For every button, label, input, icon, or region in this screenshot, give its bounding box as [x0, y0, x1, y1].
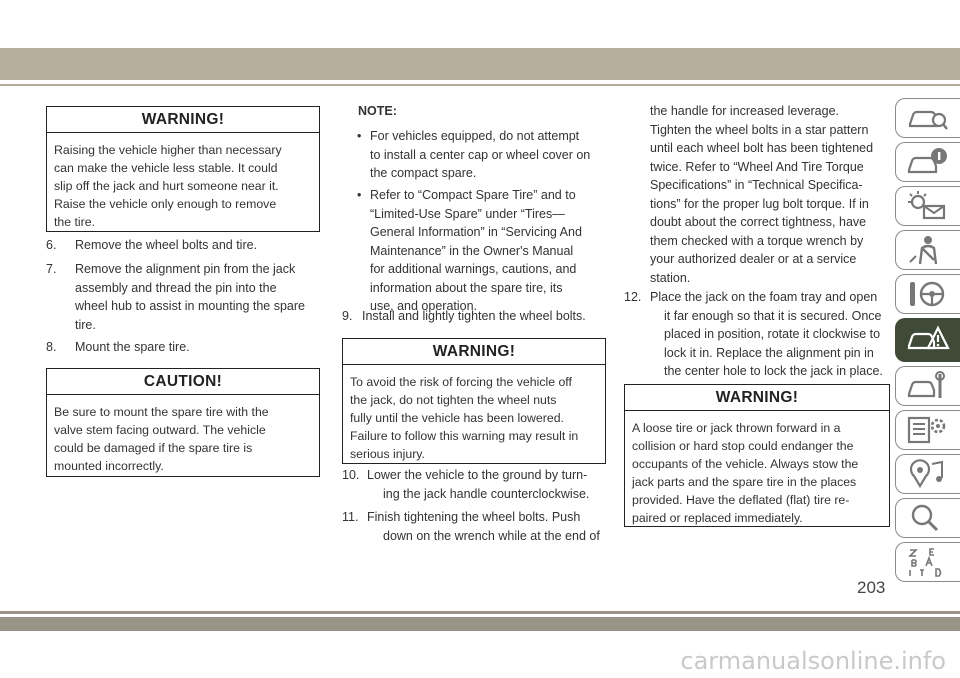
bullet-mark: • — [357, 129, 362, 143]
warning-box — [342, 338, 606, 464]
text-line: lock it in. Replace the alignment pin in — [664, 345, 874, 360]
step-number: 9. — [342, 309, 353, 323]
text-line: your authorized dealer or at a service — [650, 252, 857, 266]
text-line: could be damaged if the spare tire is — [54, 441, 253, 455]
text-line: doubt about the correct tightness, have — [650, 215, 867, 229]
text-line: Specifications” in “Technical Specifica- — [650, 178, 863, 192]
tab-car-search[interactable] — [895, 98, 960, 138]
tab-lights-message[interactable] — [895, 186, 960, 226]
step-number: 6. — [46, 238, 57, 252]
text-line: fully until the vehicle has been lowered. — [350, 411, 564, 425]
tab-hazard-car[interactable] — [895, 318, 960, 362]
page-number: 203 — [857, 578, 886, 597]
bullet-mark: • — [357, 188, 362, 202]
text-line: until each wheel bolt has been tightened — [650, 141, 874, 155]
text-line: Place the jack on the foam tray and open — [650, 290, 878, 304]
text-line: slip off the jack and hurt someone near it. — [54, 179, 279, 193]
text-line: twice. Refer to “Wheel And Tire Torque — [650, 159, 864, 174]
text-line: Maintenance” in the Owner's Manual — [370, 243, 574, 258]
tab-steering-wheel[interactable] — [895, 274, 960, 314]
car-search-icon — [906, 102, 948, 134]
text-line: Raise the vehicle only enough to remove — [54, 197, 277, 211]
text-line: the handle for increased leverage. — [650, 104, 840, 118]
specs-gear-icon — [906, 414, 948, 446]
caution-title: CAUTION! — [47, 369, 319, 395]
warning-text — [47, 133, 319, 231]
text-line: Lower the vehicle to the ground by turn- — [367, 468, 588, 482]
text-line: jack parts and the spare tire in the places — [632, 475, 857, 489]
warning-title: WARNING! — [343, 339, 605, 365]
warning-box — [624, 384, 890, 527]
text-line: General Information” in “Servicing And — [370, 225, 582, 239]
seatbelt-airbag-icon — [906, 234, 948, 266]
caution-text — [47, 395, 319, 475]
text-line: Remove the alignment pin from the jack — [75, 262, 296, 276]
text-line: Be sure to mount the spare tire with the — [54, 405, 269, 419]
alphabet-index-icon — [906, 546, 948, 578]
text-line: To avoid the risk of forcing the vehicle off — [350, 375, 572, 389]
text-line: information about the spare tire, its — [370, 280, 563, 295]
text-line: Finish tightening the wheel bolts. Push — [367, 510, 581, 524]
text-line: assembly and thread the pin into the — [75, 280, 277, 295]
text-line: station. — [650, 270, 691, 285]
note-label: NOTE: — [358, 104, 397, 118]
text-line: tions” for the proper lug bolt torque. If in — [650, 196, 869, 211]
tab-multimedia[interactable] — [895, 454, 960, 494]
car-info-icon — [906, 146, 948, 178]
text-line: it far enough so that it is secured. Once — [664, 308, 882, 323]
text-line: Refer to “Compact Spare Tire” and to — [370, 188, 576, 202]
caution-box — [46, 368, 320, 477]
car-wrench-icon — [906, 370, 948, 402]
text-line: the tire. — [54, 215, 96, 229]
text-line: ing the jack handle counterclockwise. — [383, 486, 590, 501]
step-number: 11. — [342, 510, 359, 524]
text-line: mounted incorrectly. — [54, 459, 164, 473]
lights-message-icon — [906, 190, 948, 222]
hazard-car-icon — [906, 322, 950, 356]
text-line: to install a center cap or wheel cover on — [370, 147, 591, 162]
text-line: paired or replaced immediately. — [632, 511, 803, 525]
text-line: Mount the spare tire. — [75, 340, 190, 354]
text-line: the compact spare. — [370, 166, 477, 180]
text-line: Raising the vehicle higher than necessary — [54, 143, 282, 157]
text-line: A loose tire or jack thrown forward in a — [632, 421, 841, 435]
step-11-continued — [650, 102, 890, 287]
header-rule — [0, 84, 960, 86]
text-line: Remove the wheel bolts and tire. — [75, 238, 258, 252]
multimedia-icon — [906, 458, 948, 490]
text-line: use, and operation. — [370, 299, 478, 313]
header-band — [0, 48, 960, 80]
text-line: the jack, do not tighten the wheel nuts — [350, 393, 557, 407]
text-line: occupants of the vehicle. Always stow the — [632, 457, 859, 471]
text-line: Failure to follow this warning may result in — [350, 429, 579, 443]
tab-car-info[interactable] — [895, 142, 960, 182]
text-line: the center hole to lock the jack in place. — [664, 364, 883, 378]
text-line: provided. Have the deflated (flat) tire re- — [632, 493, 850, 507]
tab-car-wrench[interactable] — [895, 366, 960, 406]
warning-text — [343, 365, 605, 463]
tab-seatbelt-airbag[interactable] — [895, 230, 960, 270]
text-line: tire. — [75, 317, 96, 332]
tab-index-search[interactable] — [895, 498, 960, 538]
warning-title: WARNING! — [47, 107, 319, 133]
text-line: Tighten the wheel bolts in a star pattern — [650, 122, 869, 137]
text-line: “Limited-Use Spare” under “Tires— — [370, 206, 565, 221]
index-search-icon — [906, 502, 948, 534]
footer-rule — [0, 611, 960, 614]
text-line: serious injury. — [350, 447, 425, 461]
step-number: 7. — [46, 262, 57, 276]
text-line: Install and lightly tighten the wheel bolts. — [362, 309, 586, 323]
warning-box — [46, 106, 320, 232]
steering-wheel-icon — [906, 278, 948, 310]
text-line: placed in position, rotate it clockwise to — [664, 327, 881, 341]
watermark: carmanualsonline.info — [680, 647, 946, 675]
text-line: wheel hub to assist in mounting the spare — [75, 299, 305, 313]
warning-title: WARNING! — [625, 385, 889, 411]
tab-alphabet-index[interactable] — [895, 542, 960, 582]
text-line: down on the wrench while at the end of — [383, 528, 600, 543]
text-line: valve stem facing outward. The vehicle — [54, 423, 266, 437]
warning-text — [625, 411, 889, 527]
step-number: 12. — [624, 290, 642, 304]
text-line: them checked with a torque wrench by — [650, 233, 864, 248]
text-line: can make the vehicle less stable. It could — [54, 161, 278, 175]
text-line: For vehicles equipped, do not attempt — [370, 129, 580, 143]
text-line: collision or hard stop could endanger the — [632, 439, 854, 453]
footer-band — [0, 617, 960, 631]
step-number: 8. — [46, 340, 57, 354]
text-line: for additional warnings, cautions, and — [370, 262, 577, 276]
tab-specs-gear[interactable] — [895, 410, 960, 450]
step-number: 10. — [342, 468, 360, 482]
